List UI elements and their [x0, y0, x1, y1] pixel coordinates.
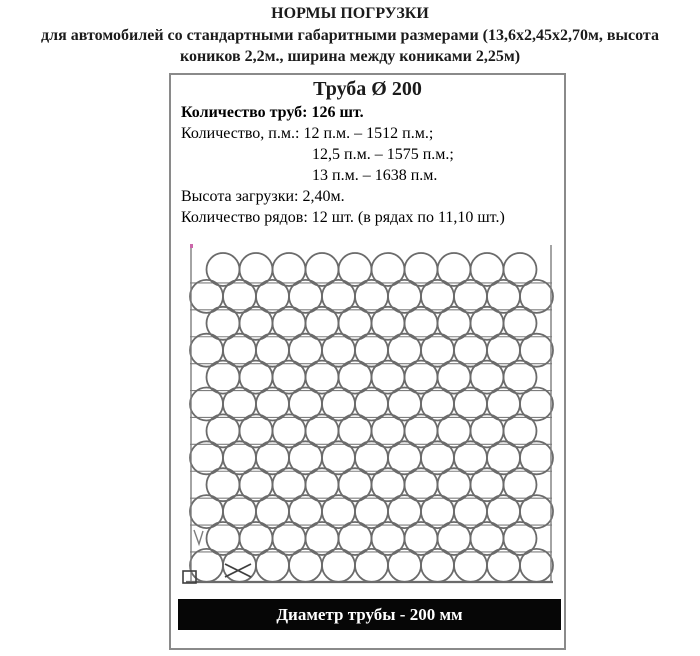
load-height-line: Высота загрузки: 2,40м.: [181, 188, 345, 205]
length-label: Количество, п.м.:: [181, 125, 300, 142]
row-count-line: Количество рядов: 12 шт. (в рядах по 11,10 шт.): [181, 209, 505, 226]
pipe-count-line: Количество труб: 126 шт.: [181, 104, 364, 121]
spec-block: [181, 102, 564, 228]
length-option-1: 12 п.м. – 1512 п.м.;: [303, 125, 434, 142]
page-header: [0, 4, 700, 67]
length-option-2: 12,5 п.м. – 1575 п.м.;: [312, 146, 454, 163]
length-line: [181, 123, 564, 144]
length-option-3: 13 п.м. – 1638 п.м.: [312, 167, 438, 184]
pipe-heading: Труба Ø 200: [313, 78, 422, 100]
subtitle-line-1: для автомобилей со стандартными габаритными размерами (13,6х2,45х2,70м, высота: [41, 27, 659, 44]
pipe-stack-diagram: [171, 242, 568, 586]
subtitle-line-2: коников 2,2м., ширина между кониками 2,25м): [179, 48, 521, 65]
pipe-diameter-caption: Диаметр трубы - 200 мм: [276, 605, 463, 624]
page-title: НОРМЫ ПОГРУЗКИ: [271, 5, 429, 22]
page-subtitle: [0, 25, 700, 67]
spec-card: [169, 73, 566, 650]
pipe-diameter-caption-bar: [178, 599, 561, 630]
